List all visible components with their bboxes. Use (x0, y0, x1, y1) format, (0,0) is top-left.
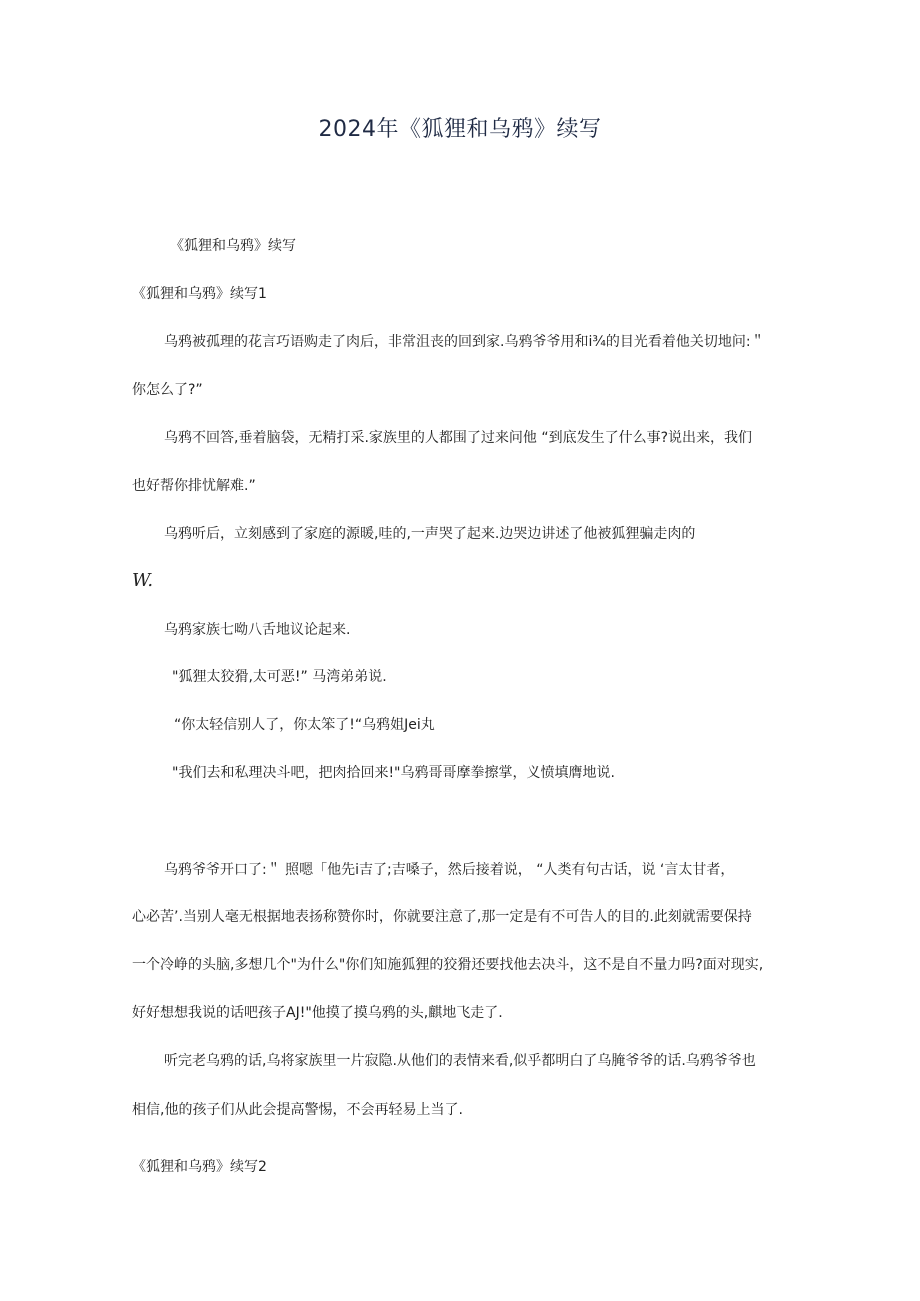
paragraph-line: 乌鸦不回答,垂着脑袋，无精打采.家族里的人都围了过来问他 “到底发生了什么事?说出来，我们 (164, 430, 753, 446)
paragraph-line: “你太轻信别人了，你太笨了!“乌鸦姐Jei丸 (174, 717, 435, 733)
paragraph-line: "我们去和私理决斗吧，把肉拾回来!"乌鸦哥哥摩拳擦掌，义愤填膺地说. (172, 765, 615, 781)
paragraph-line: 乌鸦爷爷开口了:＂ 照嗯「他先i吉了;吉嗓子，然后接着说， “人类有句古话，说 ‘言太甘者， (164, 862, 735, 878)
paragraph-line: 相信,他的孩子们从此会提高警惕，不会再轻易上当了. (132, 1102, 463, 1118)
paragraph-line: 听完老乌鸦的话,乌将家族里一片寂隐.从他们的表情来看,似乎都明白了乌腌爷爷的话.乌鸦爷爷也 (164, 1053, 756, 1069)
subtitle: 《狐狸和乌鸦》续写 (170, 238, 296, 254)
paragraph-line: 一个冷峥的头脑,多想几个"为什么"你们知施狐狸的狡猾还要找他去决斗，这不是自不量力吗?面对现实, (132, 957, 764, 973)
section-heading-1: 《狐狸和乌鸦》续写1 (132, 286, 267, 302)
paragraph-line: "狐狸太狡猾,太可恶!” 马湾弟弟说. (172, 669, 387, 685)
paragraph-line: 你怎么了?” (132, 382, 203, 398)
paragraph-line: 心必苦’.当别人毫无根据地表扬称赞你时，你就要注意了,那一定是有不可告人的目的.此刻就需要保持 (132, 909, 752, 925)
section-heading-2: 《狐狸和乌鸦》续写2 (132, 1159, 267, 1175)
paragraph-line: 乌鸦听后，立刻感到了家庭的源暖,哇的,一声哭了起来.边哭边讲述了他被狐狸骗走肉的 (164, 526, 696, 542)
paragraph-line-w: W. (132, 570, 154, 591)
paragraph-line: 乌鸦家族七呦八舌地议论起来. (164, 622, 351, 638)
paragraph-line: 也好帮你排忧解难.” (132, 478, 256, 494)
paragraph-line: 乌鸦被孤理的花言巧语购走了肉后，非常沮丧的回到家.乌鸦爷爷用和i¾的目光看着他关切地问:＂ (164, 334, 765, 350)
paragraph-line: 好好想想我说的话吧孩子AJ!"他摸了摸乌鸦的头,麒地飞走了. (132, 1005, 503, 1021)
document-title: 2024年《狐狸和乌鸦》续写 (318, 117, 602, 142)
